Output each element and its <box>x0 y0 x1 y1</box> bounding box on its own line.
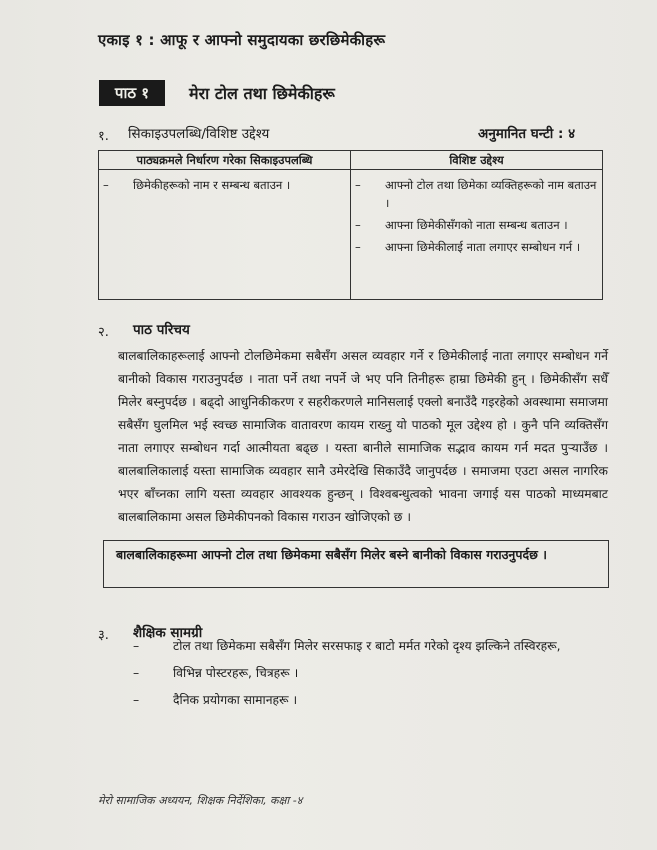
objective-text: आफ्ना छिमेकीलाई नाता लगाएर सम्बोधन गर्न । <box>385 240 581 254</box>
list-item <box>355 238 598 256</box>
estimated-hours: अनुमानित घन्टी : ४ <box>478 126 576 142</box>
dash-bullet: – <box>103 178 109 192</box>
objective-text: आफ्ना छिमेकीसँगको नाता सम्बन्ध बताउन । <box>385 218 568 232</box>
material-text: विभिन्न पोस्टरहरू, चित्रहरू । <box>173 666 299 680</box>
dash-bullet: – <box>355 218 361 232</box>
page-footer: मेरो सामाजिक अध्ययन, शिक्षक निर्देशिका, कक्षा -४ <box>98 794 303 807</box>
dash-bullet: – <box>133 666 140 680</box>
list-item <box>133 633 613 660</box>
materials-list <box>133 633 613 714</box>
learning-outcome-cell <box>99 170 351 300</box>
list-item <box>133 687 613 714</box>
lesson-title: मेरा टोल तथा छिमेकीहरू <box>189 84 335 103</box>
material-text: दैनिक प्रयोगका सामानहरू । <box>173 693 298 707</box>
material-text: टोल तथा छिमेकमा सबैसँग मिलेर सरसफाइ र बाटो मर्मत गरेको दृश्य झल्किने तस्विरहरू, <box>173 639 561 653</box>
key-message-box: बालबालिकाहरूमा आफ्नो टोल तथा छिमेकमा सबैसँग मिलेर बस्ने बानीको विकास गराउनुपर्दछ । <box>103 540 609 588</box>
learning-outcome-header: पाठ्यक्रमले निर्धारण गरेका सिकाइउपलब्धि <box>99 151 351 170</box>
learning-outcome-text: छिमेकीहरूको नाम र सम्बन्ध बताउन । <box>133 178 291 192</box>
list-item <box>103 176 346 194</box>
list-item <box>133 660 613 687</box>
section1-title: सिकाइउपलब्धि/विशिष्ट उद्देश्य <box>128 126 270 142</box>
dash-bullet: – <box>133 693 140 707</box>
table-header-row <box>99 151 603 170</box>
list-item <box>355 216 598 234</box>
unit-title: एकाइ १ : आफू र आफ्नो समुदायका छरछिमेकीहरू <box>98 31 386 49</box>
objective-text: आफ्नो टोल तथा छिमेका व्यक्तिहरूको नाम बताउन । <box>385 178 597 210</box>
table-row <box>99 170 603 300</box>
specific-objectives-cell <box>351 170 603 300</box>
objectives-table <box>98 150 603 300</box>
section3-number: ३. <box>98 628 109 643</box>
introduction-paragraph: बालबालिकाहरूलाई आफ्नो टोलछिमेकमा सबैसँग असल व्यवहार गर्ने र छिमेकीलाई नाता लगाएर सम्बोधन गर्ने बानीको विकास गराउनुपर्दछ । नाता पर्ने तथा नपर्ने जे भए पनि तिनीहरू हाम्रा छिमेकी हुन् । छिमेकीसँग सधैँ मिलेर बस्नुपर्दछ । बढ्दो आधुनिकीकरण र सहरीकरणले मानिसलाई एक्लो बनाउँदै गइरहेको अवस्थामा समाजमा सबैसँग घुलमिल भई स्वच्छ सामाजिक वातावरण कायम राख्नु यो पाठको मूल उद्देश्य हो । कुनै पनि व्यक्तिसँग नाता लगाएर सम्बोधन गर्दा आत्मीयता बढ्छ । यस्ता बानीले सामाजिक सद्भाव कायम गर्न मदत पुऱ्याउँछ । बालबालिकालाई यस्ता सामाजिक व्यवहार सानै उमेरदेखि सिकाउँदै जानुपर्दछ । समाजमा एउटा असल नागरिक भएर बाँच्नका लागि यस्ता व्यवहार आवश्यक हुन्छन् । विश्वबन्धुत्वको भावना जगाई यस पाठको माध्यमबाट बालबालिकामा असल छिमेकीपनको विकास गराउन खोजिएको छ । <box>118 349 608 524</box>
list-item <box>355 176 598 212</box>
section2-number: २. <box>98 325 109 340</box>
lesson-badge: पाठ १ <box>99 80 165 106</box>
section1-number: १. <box>98 129 109 144</box>
section3-title: शैक्षिक सामग्री <box>133 625 203 641</box>
section2-title: पाठ परिचय <box>133 322 190 338</box>
dash-bullet: – <box>133 639 140 653</box>
dash-bullet: – <box>355 178 361 192</box>
specific-objective-header: विशिष्ट उद्देश्य <box>351 151 603 170</box>
dash-bullet: – <box>355 240 361 254</box>
